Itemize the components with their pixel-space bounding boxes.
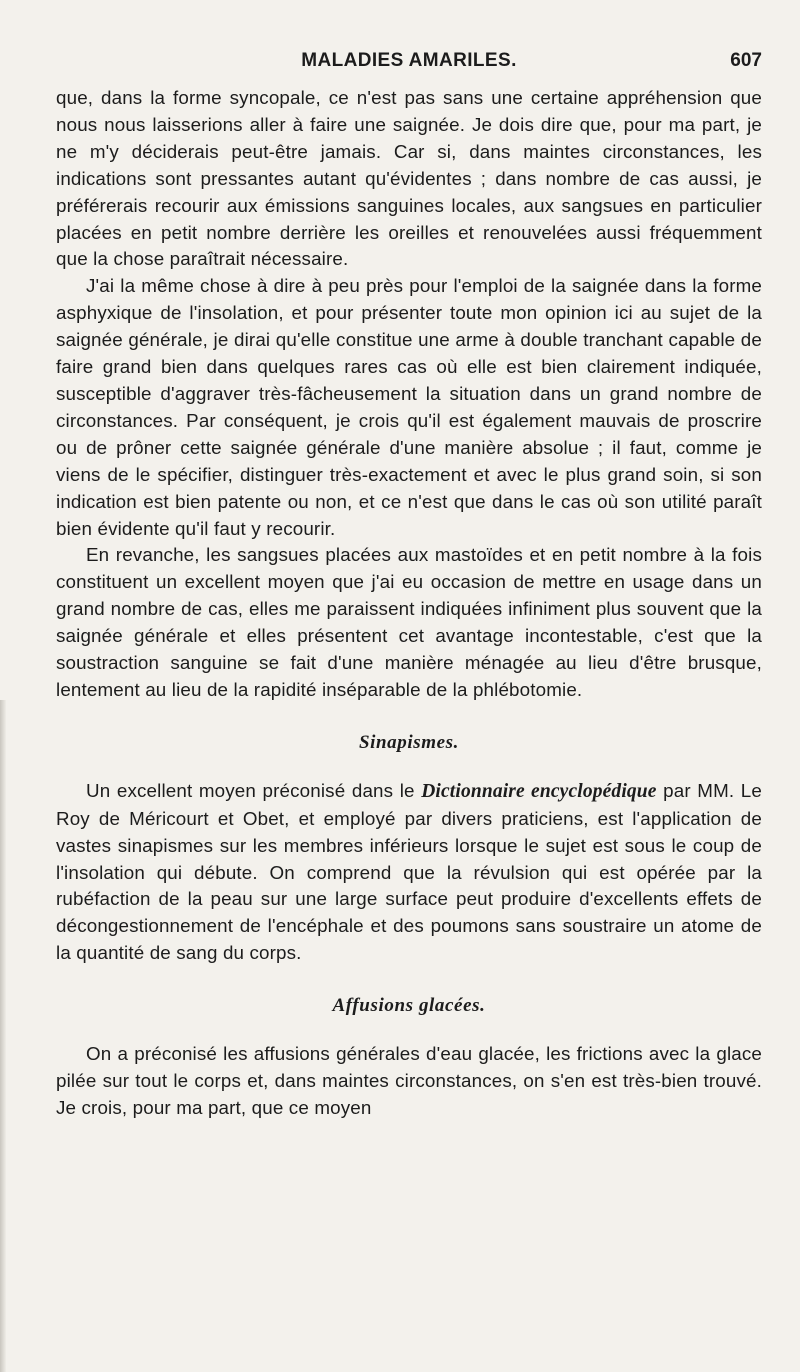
paragraph-continued: que, dans la forme syncopale, ce n'est pas sans une certaine appréhension que nous nous laisserions aller à faire une saignée. Je dois dire que, pour ma part, je ne m'y déciderais peut-être jamais. Car si, dans maintes circonstances, les indications sont pressantes autant qu'évidentes ; dans nombre de cas aussi, je préférerais recourir aux émissions sanguines locales, aux sangsues en particulier placées en petit nombre derrière les oreilles et renouvelées aussi fréquemment que la chose paraîtrait nécessaire. (56, 87, 762, 270)
page-number: 607 (730, 50, 762, 71)
running-head: MALADIES AMARILES. (301, 50, 517, 71)
paragraph-saignee: J'ai la même chose à dire à peu près pour l'emploi de la saignée dans la forme asphyxique de l'insolation, et pour présenter toute mon opinion ici au sujet de la saignée générale, je dirai qu'elle constitue une arme à double tranchant capable de faire grand bien dans quelques rares cas où elle est bien clairement indiquée, susceptible d'aggraver très-fâcheusement la situation dans un grand nombre de circonstances. Par conséquent, je crois qu'il est également mauvais de proscrire ou de prôner cette saignée générale d'une manière absolue ; il faut, comme je viens de le spécifier, distinguer très-exactement et avec le plus grand soin, si son indication est bien patente ou non, et ce n'est que dans le cas où son utilité paraît bien évidente qu'il faut y recourir. (56, 275, 762, 539)
page-header (56, 50, 762, 82)
paragraph-sinapismes (56, 778, 762, 967)
paragraph-affusions: On a préconisé les affusions générales d'eau glacée, les frictions avec la glace pilée sur tout le corps et, dans maintes circonstances, on s'en est très-bien trouvé. Je crois, pour ma part, que ce moyen (56, 1043, 762, 1118)
paragraph-sangsues: En revanche, les sangsues placées aux mastoïdes et en petit nombre à la fois constituent un excellent moyen que j'ai eu occasion de mettre en usage dans un grand nombre de cas, elles me paraissent indiquées infiniment plus souvent que la saignée générale et elles présentent cet avantage incontestable, c'est que la soustraction sanguine se fait d'une manière ménagée au lieu d'être brusque, lentement au lieu de la rapidité inséparable de la phlébotomie. (56, 544, 762, 700)
page-body (56, 85, 762, 1122)
page-binding-shadow (0, 700, 6, 1372)
sinapismes-text-start: Un excellent moyen préconisé dans le (86, 779, 422, 801)
dictionary-title: Dictionnaire encyclopédique (421, 780, 657, 802)
section-title-sinapismes: Sinapismes. (358, 731, 460, 753)
section-title-affusions: Affusions glacées. (332, 995, 486, 1017)
sinapismes-text-end: par MM. Le Roy de Méricourt et Obet, et employé par divers praticiens, est l'application de vastes sinapismes sur les membres inférieurs lorsque le sujet est sous le coup de l'insolation qui débute. On comprend que la révulsion qui est opérée par la rubéfaction de la peau sur une large surface peut produire d'excellents effets de décongestionnement de l'encéphale et des poumons sans soustraire un atome de la quantité de sang du corps. (56, 779, 762, 964)
